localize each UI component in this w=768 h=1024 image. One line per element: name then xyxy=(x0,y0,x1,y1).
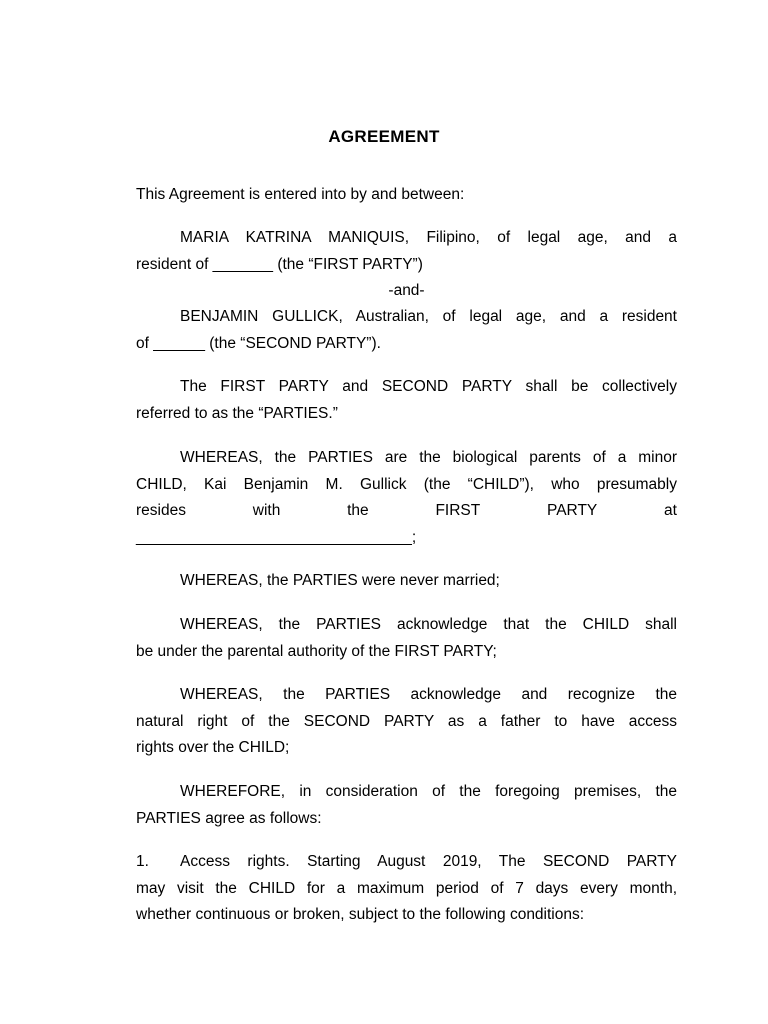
clause1-line-1: 1. Access rights. Starting August 2019, The SECOND PARTY xyxy=(136,849,677,876)
whereas-parental-authority-paragraph xyxy=(136,612,677,665)
second-party-paragraph xyxy=(136,304,677,357)
second-party-line-2: of ______ (the “SECOND PARTY”). xyxy=(136,334,381,352)
parties-definition-paragraph xyxy=(136,374,677,427)
first-party-line-1: MARIA KATRINA MANIQUIS, Filipino, of legal age, and a xyxy=(180,229,677,246)
whereas4-line-2: natural right of the SECOND PARTY as a father to have access xyxy=(136,712,677,730)
word: the xyxy=(347,502,369,519)
word: resides xyxy=(136,502,186,519)
intro-paragraph: This Agreement is entered into by and between: xyxy=(136,186,465,203)
clause-number: 1. xyxy=(136,853,149,870)
first-party-paragraph xyxy=(136,225,677,278)
word: with xyxy=(252,502,281,519)
whereas1-line-2: CHILD, Kai Benjamin M. Gullick (the “CHILD”), who presumably xyxy=(136,475,677,493)
whereas4-line-1: WHEREAS, the PARTIES acknowledge and recognize the xyxy=(180,686,677,703)
first-party-line-2: resident of _______ (the “FIRST PARTY”) xyxy=(136,255,423,273)
whereas1-line-4: ________________________________; xyxy=(136,528,417,546)
parties-definition-line-1: The FIRST PARTY and SECOND PARTY shall be collectively xyxy=(180,378,677,395)
word: PARTY xyxy=(547,502,598,519)
whereas3-line-2: be under the parental authority of the FIRST PARTY; xyxy=(136,642,497,660)
wherefore-line-2: PARTIES agree as follows: xyxy=(136,809,322,827)
whereas4-line-3: rights over the CHILD; xyxy=(136,739,290,756)
clause-1-access-rights xyxy=(136,849,677,929)
whereas-never-married-paragraph: WHEREAS, the PARTIES were never married; xyxy=(180,572,500,589)
parties-definition-line-2: referred to as the “PARTIES.” xyxy=(136,404,338,422)
whereas-access-rights-paragraph xyxy=(136,682,677,762)
whereas1-line-1: WHEREAS, the PARTIES are the biological parents of a minor xyxy=(180,449,677,466)
whereas3-line-1: WHEREAS, the PARTIES acknowledge that the CHILD shall xyxy=(180,616,677,633)
whereas-biological-parents-paragraph xyxy=(136,445,677,551)
wherefore-line-1: WHEREFORE, in consideration of the foregoing premises, the xyxy=(180,783,677,800)
wherefore-paragraph xyxy=(136,779,677,832)
word: at xyxy=(664,502,677,519)
clause1-line-2: may visit the CHILD for a maximum period of 7 days every month, xyxy=(136,879,677,897)
document-title: AGREEMENT xyxy=(328,127,440,146)
and-separator: -and- xyxy=(388,282,425,299)
whereas1-line-3 xyxy=(136,498,677,525)
clause1-line-3: whether continuous or broken, subject to the following conditions: xyxy=(136,906,585,923)
word: FIRST xyxy=(435,502,481,519)
second-party-line-1: BENJAMIN GULLICK, Australian, of legal age, and a resident xyxy=(180,308,677,325)
